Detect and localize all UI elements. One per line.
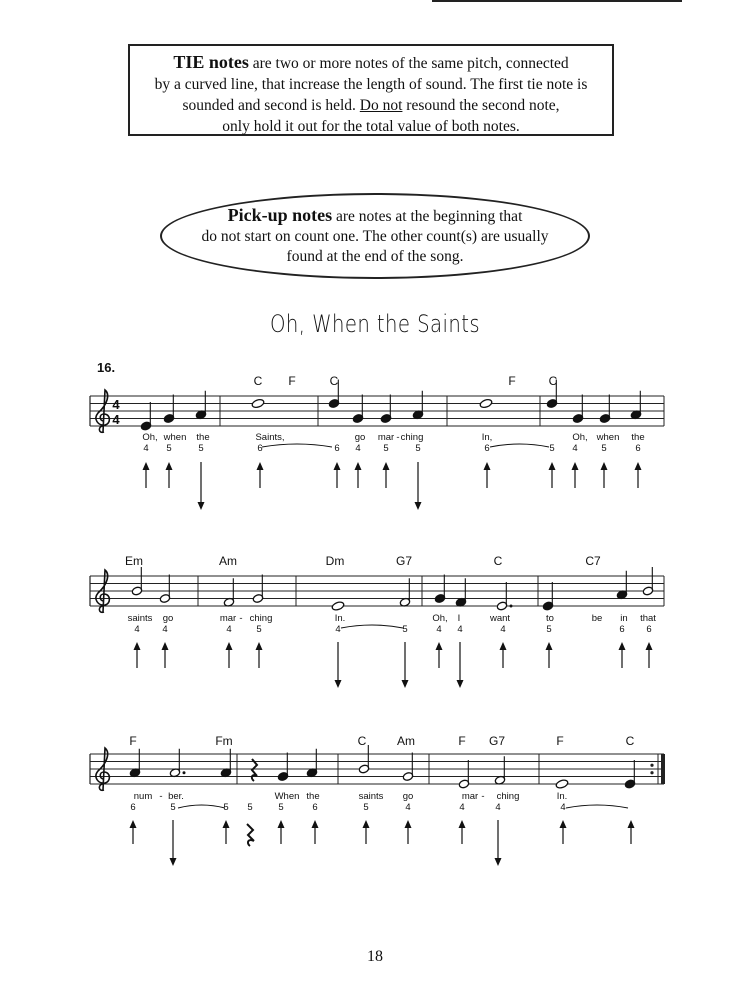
system-3-draw-arrowhead — [170, 858, 177, 866]
system-3-end-thick-barline — [661, 754, 665, 784]
system-2-hole-number: 4 — [500, 624, 506, 635]
system-3-hole-number: 4 — [405, 802, 411, 813]
system-2-draw-arrowhead — [457, 680, 464, 688]
system-1-hole-number: 4 — [143, 443, 149, 454]
system-3-chord-symbol: F — [129, 734, 137, 748]
system-3-hole-number: 5 — [278, 802, 284, 813]
system-3-dot — [183, 771, 186, 774]
system-3-tie-curve — [178, 805, 225, 808]
page-number: 18 — [367, 948, 383, 965]
system-1-blow-arrowhead — [166, 462, 173, 470]
system-3-chord-symbol: F — [556, 734, 564, 748]
system-3-blow-arrowhead — [363, 820, 370, 828]
system-1-lyric: Saints, — [255, 432, 285, 443]
system-2-chord-symbol: G7 — [395, 554, 413, 568]
system-1-hole-number: 5 — [601, 443, 607, 454]
system-2-hole-number: 4 — [162, 624, 168, 635]
system-3-tie-curve — [566, 805, 628, 808]
system-1-blow-arrowhead — [484, 462, 491, 470]
system-1-time-sig-bottom: 4 — [112, 412, 120, 427]
system-3-hole-number: 4 — [495, 802, 501, 813]
system-2-hole-number: 4 — [457, 624, 463, 635]
system-3-hole-number: 5 — [223, 802, 229, 813]
system-3-draw-arrowhead — [495, 858, 502, 866]
system-3-blow-arrowhead — [459, 820, 466, 828]
system-2-blow-arrowhead — [256, 642, 263, 650]
system-2-chord-symbol: Dm — [325, 554, 345, 568]
system-3-hole-number: 4 — [459, 802, 465, 813]
pickup-line-2: do not start on count one. The other count(s) are usually — [201, 228, 549, 245]
system-2-lyric: that — [640, 613, 656, 624]
system-2-lyric: be — [591, 613, 603, 624]
system-2-lyric: - — [239, 613, 243, 624]
system-2-chord-symbol: C — [493, 554, 503, 568]
system-3-lyric: num — [133, 791, 153, 802]
system-2-hole-number: 4 — [134, 624, 140, 635]
system-3-blow-arrowhead — [130, 820, 137, 828]
system-1-tie-curve — [490, 444, 549, 447]
system-1-hole-number: 5 — [383, 443, 389, 454]
system-2-blow-arrowhead — [436, 642, 443, 650]
tie-notes-term: TIE notes — [173, 52, 249, 72]
system-3-blow-arrowhead — [312, 820, 319, 828]
system-2-tie-curve — [341, 625, 403, 628]
system-2-blow-arrowhead — [134, 642, 141, 650]
system-1-blow-arrowhead — [635, 462, 642, 470]
system-1-draw-arrowhead — [415, 502, 422, 510]
system-1-chord-symbol: C — [548, 374, 558, 388]
system-3-lyric: - — [481, 791, 485, 802]
system-3-lyric: go — [402, 791, 414, 802]
system-2-dot — [510, 605, 513, 608]
system-1-hole-number: 6 — [257, 443, 263, 454]
system-1-blow-arrowhead — [257, 462, 264, 470]
system-1-chord-symbol: C — [253, 374, 263, 388]
system-2-draw-arrowhead — [335, 680, 342, 688]
system-1-lyric: the — [631, 432, 645, 443]
system-2-whole-note — [331, 601, 345, 612]
system-1-hole-number: 6 — [484, 443, 490, 454]
system-1-whole-note — [251, 398, 265, 409]
system-2-draw-arrowhead — [402, 680, 409, 688]
pickup-line-3: found at the end of the song. — [286, 248, 464, 265]
system-2-hole-number: 4 — [335, 624, 341, 635]
song-number: 16. — [97, 360, 116, 375]
system-3-chord-symbol: G7 — [488, 734, 506, 748]
system-2-hole-number: 5 — [256, 624, 262, 635]
system-2-lyric: in — [620, 613, 628, 624]
system-1-blow-arrowhead — [549, 462, 556, 470]
system-2-blow-arrowhead — [500, 642, 507, 650]
system-1-lyric: mar — [377, 432, 395, 443]
system-3-hole-number: 5 — [170, 802, 176, 813]
system-1-blow-arrowhead — [143, 462, 150, 470]
system-3-hole-number: 6 — [312, 802, 318, 813]
system-3-chord-symbol: F — [458, 734, 466, 748]
system-1-lyric: Oh, — [142, 432, 158, 443]
system-3-hole-number: 5 — [363, 802, 369, 813]
tie-line-3a: sounded and second is held. — [182, 97, 360, 114]
system-2-hole-number: 6 — [646, 624, 652, 635]
system-1-hole-number: 5 — [549, 443, 555, 454]
tie-line-2: by a curved line, that increase the length of sound. The first tie note is — [154, 76, 588, 93]
system-3-blow-arrowhead — [560, 820, 567, 828]
system-1-chord-symbol: F — [508, 374, 516, 388]
tie-do-not: Do not — [359, 97, 403, 114]
system-2-blow-arrowhead — [646, 642, 653, 650]
system-1-hole-number: 5 — [415, 443, 421, 454]
system-2-hole-number: 5 — [402, 624, 408, 635]
system-3-lyric: When — [274, 791, 300, 802]
system-1-chord-symbol: F — [288, 374, 296, 388]
system-3-blow-arrowhead — [405, 820, 412, 828]
system-2-blow-arrowhead — [546, 642, 553, 650]
system-3-whole-note — [555, 779, 569, 790]
system-2-hole-number: 6 — [619, 624, 625, 635]
system-2-hole-number: 4 — [226, 624, 232, 635]
system-1-lyric: when — [163, 432, 187, 443]
system-2-hole-number: 5 — [546, 624, 552, 635]
system-3-hole-number: 5 — [247, 802, 253, 813]
system-2-lyric: Oh, — [432, 613, 448, 624]
system-2-chord-symbol: Em — [125, 554, 143, 568]
system-1-lyric: when — [596, 432, 620, 443]
system-3-chord-symbol: C — [625, 734, 635, 748]
system-1-lyric: In, — [481, 432, 493, 443]
system-3-lyric: ber. — [168, 791, 184, 802]
system-3-hole-number: 4 — [560, 802, 566, 813]
tie-line-1: are two or more notes of the same pitch, connected — [248, 55, 569, 72]
system-1-blow-arrowhead — [572, 462, 579, 470]
system-1-hole-number: 6 — [334, 443, 340, 454]
system-1-blow-arrowhead — [383, 462, 390, 470]
system-3-blow-arrowhead — [628, 820, 635, 828]
system-2-lyric: I — [457, 613, 461, 624]
system-3-chord-symbol: Am — [397, 734, 415, 748]
system-3-blow-arrowhead — [223, 820, 230, 828]
system-1-hole-number: 4 — [355, 443, 361, 454]
system-2-lyric: go — [162, 613, 174, 624]
system-3-chord-symbol: C — [357, 734, 367, 748]
system-3-lyric: - — [159, 791, 163, 802]
system-3-lyric: mar — [461, 791, 479, 802]
tie-line-3b: resound the second note, — [402, 97, 560, 114]
system-1-chord-symbol: C — [329, 374, 339, 388]
system-3-lyric: ching — [496, 791, 520, 802]
system-3-quarter-rest — [252, 759, 257, 781]
pickup-line-1: are notes at the beginning that — [332, 208, 523, 225]
system-1-time-sig-top: 4 — [112, 397, 120, 412]
system-1-blow-arrowhead — [355, 462, 362, 470]
system-3-lyric: the — [306, 791, 320, 802]
system-1-hole-number: 4 — [572, 443, 578, 454]
system-2-lyric: ching — [249, 613, 273, 624]
system-2-blow-arrowhead — [162, 642, 169, 650]
system-1-hole-number: 5 — [166, 443, 172, 454]
system-3-rest-symbol — [247, 824, 254, 846]
system-3-lyric: saints — [358, 791, 384, 802]
system-1-lyric: the — [196, 432, 210, 443]
system-1-tie-curve — [262, 444, 332, 447]
tie-line-4: only hold it out for the total value of both notes. — [222, 118, 520, 135]
system-2-hole-number: 4 — [436, 624, 442, 635]
system-3-repeat-dot — [650, 764, 653, 767]
system-1-lyric: Oh, — [572, 432, 588, 443]
system-2-chord-symbol: Am — [219, 554, 237, 568]
system-2-chord-symbol: C7 — [585, 554, 601, 568]
song-title: Oh, When the Saints — [269, 310, 481, 338]
system-2-lyric: to — [546, 613, 554, 624]
pickup-notes-term: Pick-up notes — [227, 205, 333, 225]
system-1-hole-number: 6 — [635, 443, 641, 454]
system-3-hole-number: 6 — [130, 802, 136, 813]
system-1-blow-arrowhead — [601, 462, 608, 470]
system-1-lyric: go — [354, 432, 366, 443]
system-2-blow-arrowhead — [619, 642, 626, 650]
system-2-blow-arrowhead — [226, 642, 233, 650]
system-2-lyric: In. — [334, 613, 346, 624]
system-1-lyric: ching — [400, 432, 424, 443]
system-3-chord-symbol: Fm — [215, 734, 233, 748]
system-1-draw-arrowhead — [198, 502, 205, 510]
system-1-lyric: - — [396, 432, 400, 443]
system-1-whole-note — [479, 398, 493, 409]
system-3-repeat-dot — [650, 771, 653, 774]
system-3-lyric: In. — [556, 791, 568, 802]
system-2-lyric: want — [489, 613, 511, 624]
system-2-lyric: mar — [219, 613, 237, 624]
system-3-blow-arrowhead — [278, 820, 285, 828]
system-1-blow-arrowhead — [334, 462, 341, 470]
system-2-lyric: saints — [127, 613, 153, 624]
system-1-hole-number: 5 — [198, 443, 204, 454]
